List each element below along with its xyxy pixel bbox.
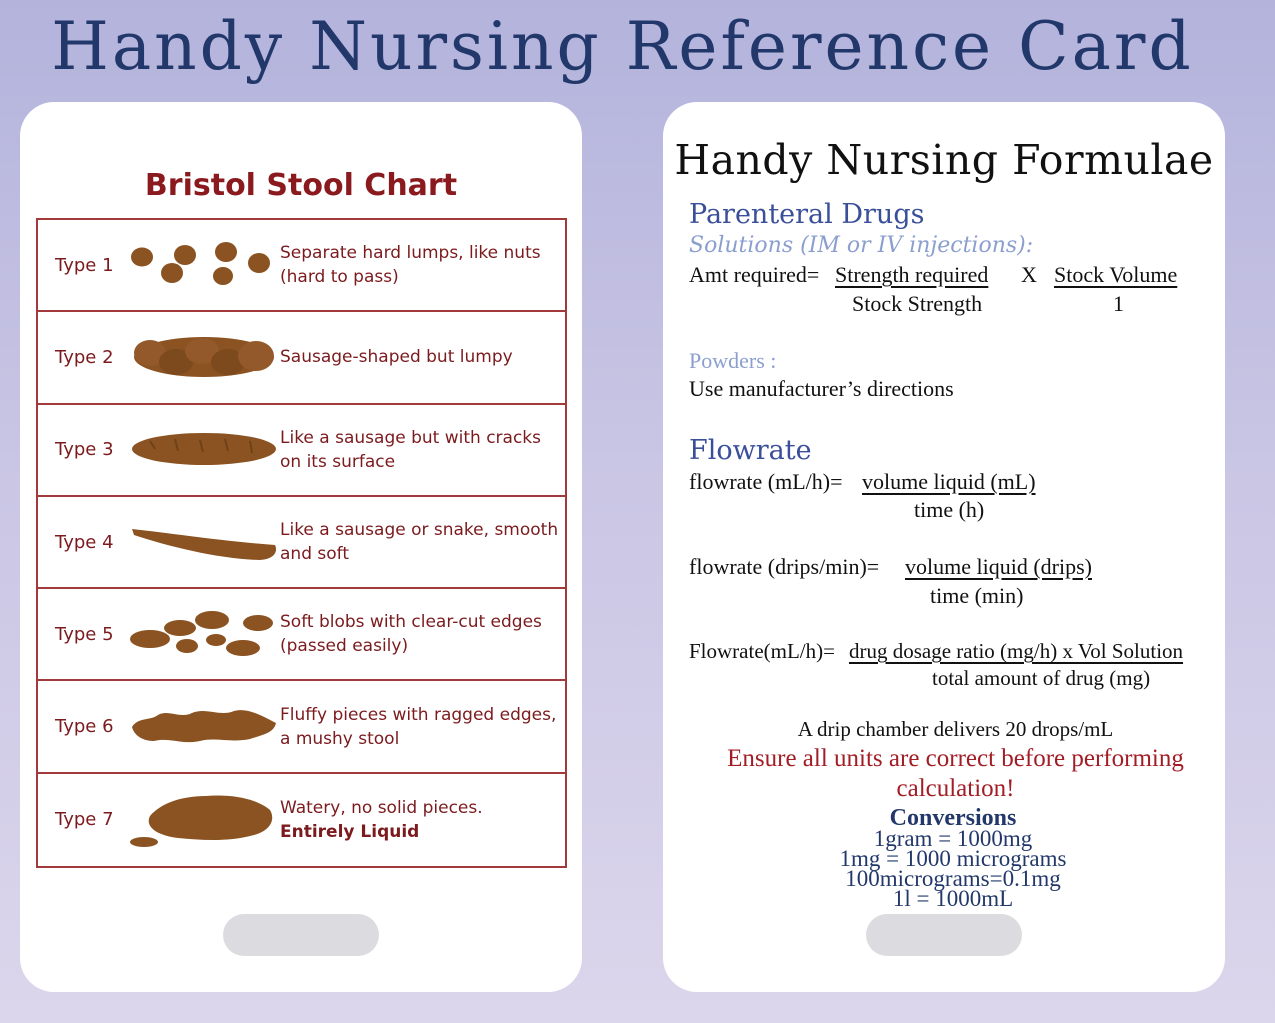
amt-required-label: Amt required= bbox=[689, 262, 820, 287]
denominator-one: 1 bbox=[1113, 291, 1124, 316]
stool-description: Separate hard lumps, like nuts (hard to pass) bbox=[280, 243, 541, 288]
stool-type-4-illustration bbox=[130, 511, 278, 573]
strength-required: Strength required bbox=[835, 262, 989, 287]
flowrate-heading: Flowrate bbox=[689, 435, 812, 466]
solutions-subheading: Solutions (IM or IV injections): bbox=[689, 233, 1034, 258]
stool-description: Fluffy pieces with ragged edges, a mushy stool bbox=[280, 704, 557, 749]
bristol-chart-table bbox=[36, 218, 567, 868]
flowrate-1-denominator: time (h) bbox=[914, 497, 985, 522]
stool-row-type-6 bbox=[38, 681, 565, 773]
type-label: Type 7 bbox=[55, 809, 114, 831]
flowrate-3-numerator: drug dosage ratio (mg/h) x Vol Solution bbox=[849, 639, 1184, 663]
times-sign: X bbox=[1021, 262, 1037, 287]
type-label: Type 2 bbox=[55, 346, 114, 368]
flowrate-1-label: flowrate (mL/h)= bbox=[689, 469, 843, 494]
lanyard-slot bbox=[866, 914, 1022, 956]
stool-description bbox=[280, 774, 565, 866]
flowrate-2-label: flowrate (drips/min)= bbox=[689, 554, 880, 579]
bristol-chart-title: Bristol Stool Chart bbox=[144, 168, 458, 203]
stool-type-6-illustration bbox=[130, 695, 278, 757]
flowrate-2-numerator: volume liquid (drips) bbox=[905, 554, 1092, 579]
powders-text: Use manufacturer’s directions bbox=[689, 376, 954, 401]
flowrate-1-numerator: volume liquid (mL) bbox=[862, 469, 1036, 494]
stock-volume: Stock Volume bbox=[1054, 262, 1178, 287]
type-label: Type 4 bbox=[55, 531, 114, 553]
drip-chamber-note: A drip chamber delivers 20 drops/mL bbox=[797, 717, 1114, 741]
flowrate-3-denominator: total amount of drug (mg) bbox=[932, 666, 1151, 690]
stock-strength: Stock Strength bbox=[852, 291, 983, 316]
page-title: Handy Nursing Reference Card bbox=[51, 8, 1194, 85]
type-label: Type 1 bbox=[55, 254, 114, 276]
conversion-item: 100micrograms=0.1mg bbox=[845, 866, 1061, 891]
powders-label: Powders : bbox=[689, 348, 777, 373]
stool-row-type-4 bbox=[38, 497, 565, 589]
warning-line-2: calculation! bbox=[896, 775, 1015, 802]
stool-description-strong: Entirely Liquid bbox=[280, 821, 420, 842]
warning-line-1: Ensure all units are correct before performing bbox=[727, 745, 1184, 772]
conversion-item: 1gram = 1000mg bbox=[873, 826, 1033, 851]
stool-row-type-3 bbox=[38, 405, 565, 497]
stool-row-type-5 bbox=[38, 589, 565, 681]
stool-type-5-illustration bbox=[130, 603, 278, 665]
stool-description: Like a sausage but with cracks on its surface bbox=[280, 427, 542, 472]
stool-description: Sausage-shaped but lumpy bbox=[280, 347, 513, 368]
stool-row-type-7 bbox=[38, 774, 565, 866]
stool-row-type-2 bbox=[38, 312, 565, 404]
conversion-item: 1mg = 1000 micrograms bbox=[839, 846, 1067, 871]
stool-row-type-1 bbox=[38, 220, 565, 312]
parenteral-heading: Parenteral Drugs bbox=[689, 199, 925, 230]
type-label: Type 6 bbox=[55, 716, 114, 738]
stool-type-1-illustration bbox=[130, 234, 278, 296]
stool-description: Like a sausage or snake, smooth and soft bbox=[280, 520, 559, 565]
conversion-item: 1l = 1000mL bbox=[892, 886, 1014, 911]
lanyard-slot bbox=[223, 914, 379, 956]
conversions-heading: Conversions bbox=[889, 805, 1017, 831]
type-label: Type 3 bbox=[55, 439, 114, 461]
stool-description-text: Watery, no solid pieces. bbox=[280, 797, 483, 818]
stool-type-2-illustration bbox=[130, 326, 278, 388]
formulae-card bbox=[663, 102, 1225, 992]
stool-type-3-illustration bbox=[130, 419, 278, 481]
bristol-stool-card bbox=[20, 102, 582, 992]
stool-description: Soft blobs with clear-cut edges (passed easily) bbox=[280, 612, 542, 657]
stool-type-7-illustration bbox=[130, 788, 278, 850]
flowrate-2-denominator: time (min) bbox=[930, 583, 1024, 608]
flowrate-3-label: Flowrate(mL/h)= bbox=[689, 639, 835, 663]
type-label: Type 5 bbox=[55, 623, 114, 645]
formulae-title: Handy Nursing Formulae bbox=[674, 136, 1214, 184]
